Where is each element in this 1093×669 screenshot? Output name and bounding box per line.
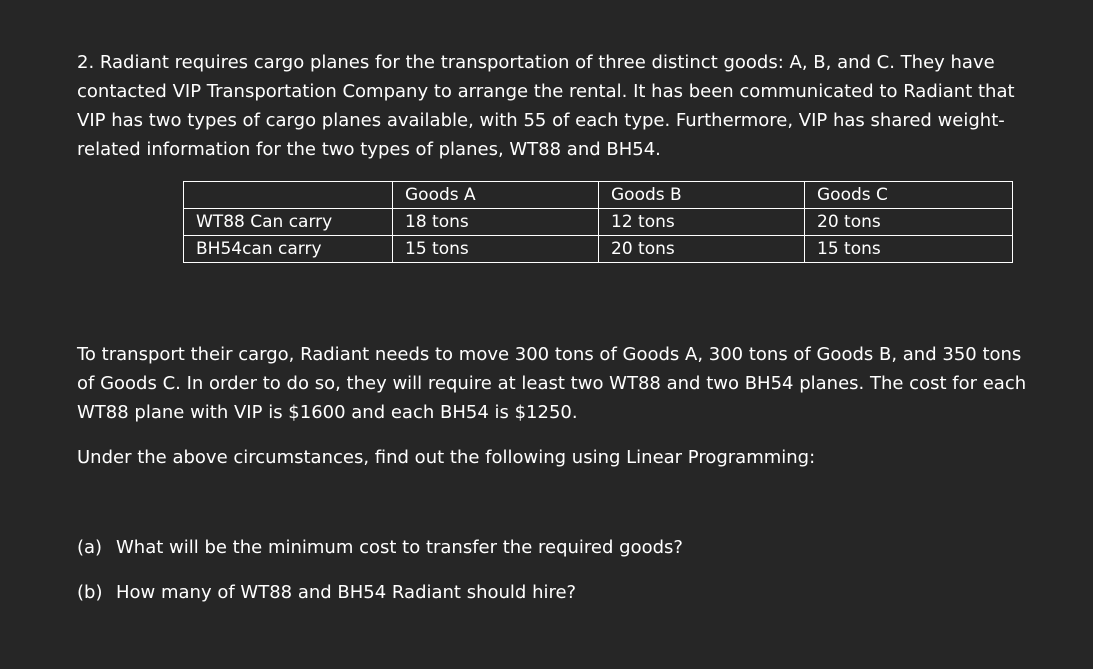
table-header-cell: Goods A	[393, 182, 599, 209]
plane-capacity-table	[183, 181, 1013, 263]
table-cell: 20 tons	[805, 209, 1013, 236]
table-row	[184, 209, 1013, 236]
table-cell: WT88 Can carry	[184, 209, 393, 236]
problem-intro-paragraph: 2. Radiant requires cargo planes for the transportation of three distinct goods: A, B, and C. They have contacted VIP Transportation Company to arrange the rental. It has been communicated to Radiant that VIP has two types of cargo planes available, with 55 of each type. Furthermore, VIP has shared weight-related information for the two types of planes, WT88 and BH54.	[77, 52, 1015, 160]
question-label: (a)	[77, 537, 103, 558]
question-item-a	[77, 533, 683, 562]
table-cell: BH54can carry	[184, 236, 393, 263]
question-label: (b)	[77, 582, 103, 603]
question-text: What will be the minimum cost to transfer the required goods?	[116, 537, 683, 558]
table-cell: 15 tons	[393, 236, 599, 263]
transport-requirements-paragraph: To transport their cargo, Radiant needs to move 300 tons of Goods A, 300 tons of Goods B, and 350 tons of Goods C. In order to do so, they will require at least two WT88 and two BH54 planes. The cost for each WT88 plane with VIP is $1600 and each BH54 is $1250.	[77, 344, 1027, 423]
table-row	[184, 236, 1013, 263]
question-item-b	[77, 578, 576, 607]
table-header-cell: Goods C	[805, 182, 1013, 209]
question-text: How many of WT88 and BH54 Radiant should hire?	[116, 582, 577, 603]
table-header-cell	[184, 182, 393, 209]
table-cell: 20 tons	[599, 236, 805, 263]
table-cell: 12 tons	[599, 209, 805, 236]
table-header-row	[184, 182, 1013, 209]
table-cell: 18 tons	[393, 209, 599, 236]
instruction-paragraph: Under the above circumstances, find out the following using Linear Programming:	[77, 447, 816, 468]
table-cell: 15 tons	[805, 236, 1013, 263]
table-header-cell: Goods B	[599, 182, 805, 209]
